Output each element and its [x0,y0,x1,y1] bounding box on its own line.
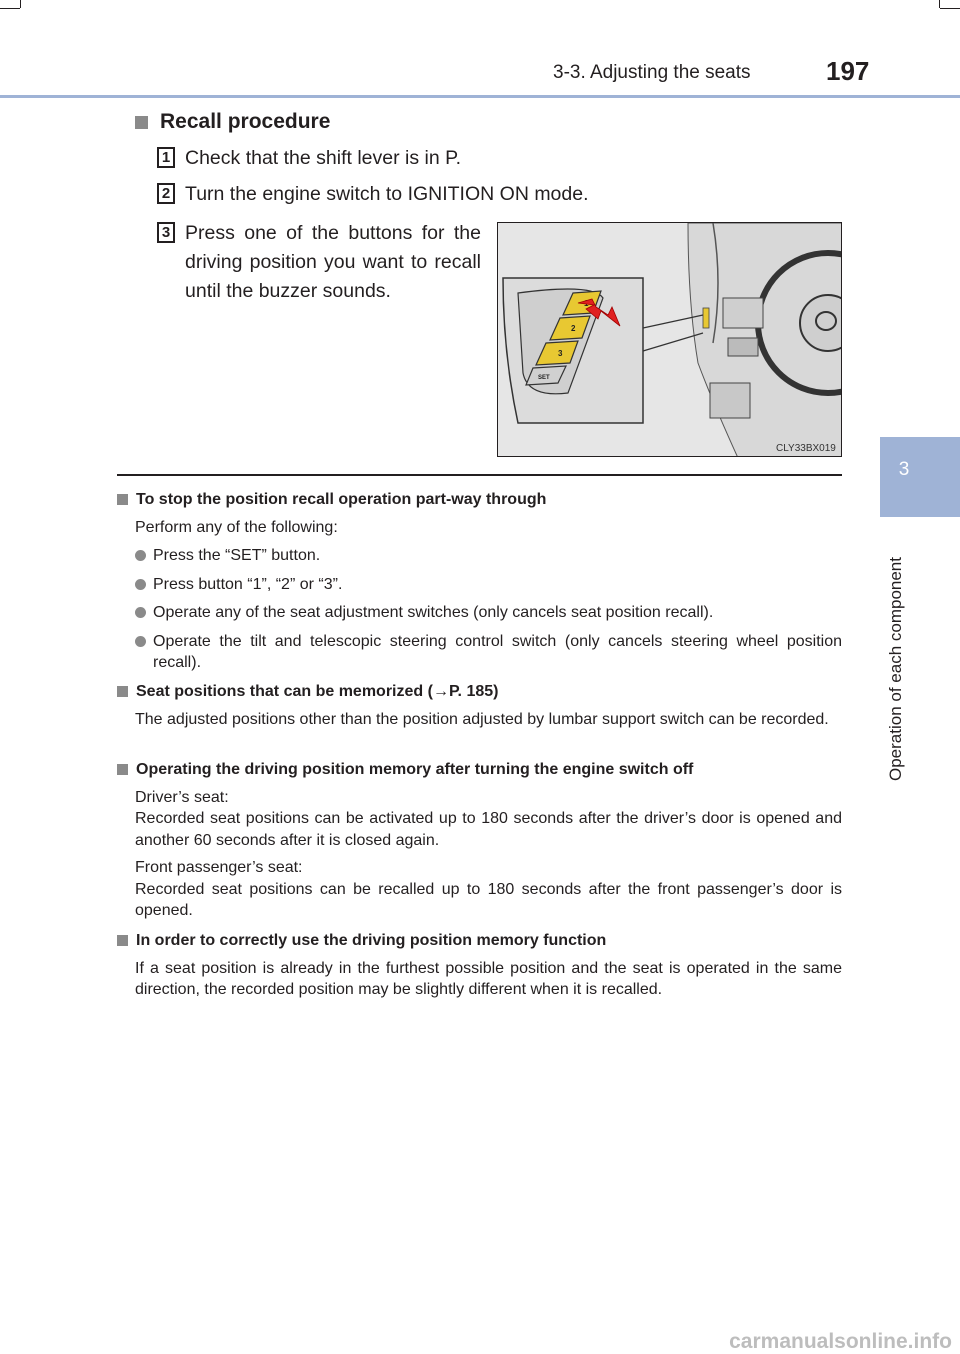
crop-mark [0,8,20,9]
note-stop [117,489,842,674]
list-item-text: Press the “SET” button. [153,547,321,564]
note-body: The adjusted positions other than the position adjusted by lumbar support switch can be recorded. [135,710,829,728]
button-label-3: 3 [558,349,563,358]
step-text: Check that the shift lever is in P. [185,147,462,169]
button-label-set: SET [538,375,550,381]
crop-mark [939,0,940,8]
step-number: 1 [157,147,175,168]
note-intro: Perform any of the following: [135,518,338,536]
crop-mark [940,8,960,9]
crop-mark [20,0,21,8]
note-correct-use [117,930,842,1001]
square-bullet-icon [117,686,128,697]
step-text: Turn the engine switch to IGNITION ON mode. [185,183,589,205]
header-rule [0,95,960,98]
passenger-label: Front passenger’s seat: [135,859,303,876]
step-number: 2 [157,183,175,204]
note-after-off [117,759,842,922]
list-item-text: Operate any of the seat adjustment switches (only cancels seat position recall). [153,604,714,621]
illustration-code: CLY33BX019 [776,443,836,454]
bullet-dot-icon [135,579,146,590]
list-item [135,545,842,567]
note-title-text: Operating the driving position memory after turning the engine switch off [136,761,694,778]
driver-text: Recorded seat positions can be activated up to 180 seconds after the driver’s door is opened and another 60 seconds after it is closed again. [135,810,842,849]
list-item-text: Press button “1”, “2” or “3”. [153,575,343,593]
chapter-title: Operation of each component [886,557,905,781]
note-body: If a seat position is already in the furthest possible position and the seat is operated in the same direction, the recorded position may be slightly different when it is recalled. [135,959,842,998]
note-title-text: Seat positions that can be memorized (→P. 185) [136,683,499,700]
page-number: 197 [826,56,870,86]
memory-buttons-illustration [497,222,842,457]
note-title [117,930,842,952]
dashboard-drawing [498,223,842,457]
bullet-dot-icon [135,636,146,647]
list-item [135,574,842,596]
note-title-text: To stop the position recall operation part-way through [136,491,547,508]
chapter-number: 3 [898,459,910,480]
square-bullet-icon [117,764,128,775]
square-bullet-icon [117,935,128,946]
note-memorized [117,681,842,730]
driver-label: Driver’s seat: [135,788,229,806]
watermark-text: carmanualsonline.info [729,1330,952,1353]
recall-heading [135,110,330,134]
watermark [0,1328,960,1354]
note-title [117,759,842,781]
list-item [135,631,842,674]
chapter-tab [880,437,960,517]
section-title: 3-3. Adjusting the seats [553,62,751,83]
section-divider [117,474,842,476]
list-item-text: Operate the tilt and telescopic steering control switch (only cancels steering wheel position recall). [153,632,842,671]
passenger-text: Recorded seat positions can be recalled up to 180 seconds after the front passenger’s door is opened. [135,880,842,919]
square-bullet-icon [135,116,148,129]
step-text: Press one of the buttons for the driving position you want to recall until the buzzer sounds. [185,222,481,302]
bullet-dot-icon [135,607,146,618]
button-label-2: 2 [571,324,576,333]
recall-heading-text: Recall procedure [160,110,331,133]
note-title [117,489,842,511]
bullet-dot-icon [135,550,146,561]
note-title-text: In order to correctly use the driving position memory function [136,932,607,949]
chapter-title-wrap [880,528,922,788]
square-bullet-icon [117,494,128,505]
note-title [117,681,842,703]
step-number: 3 [157,222,175,243]
list-item [135,602,842,624]
